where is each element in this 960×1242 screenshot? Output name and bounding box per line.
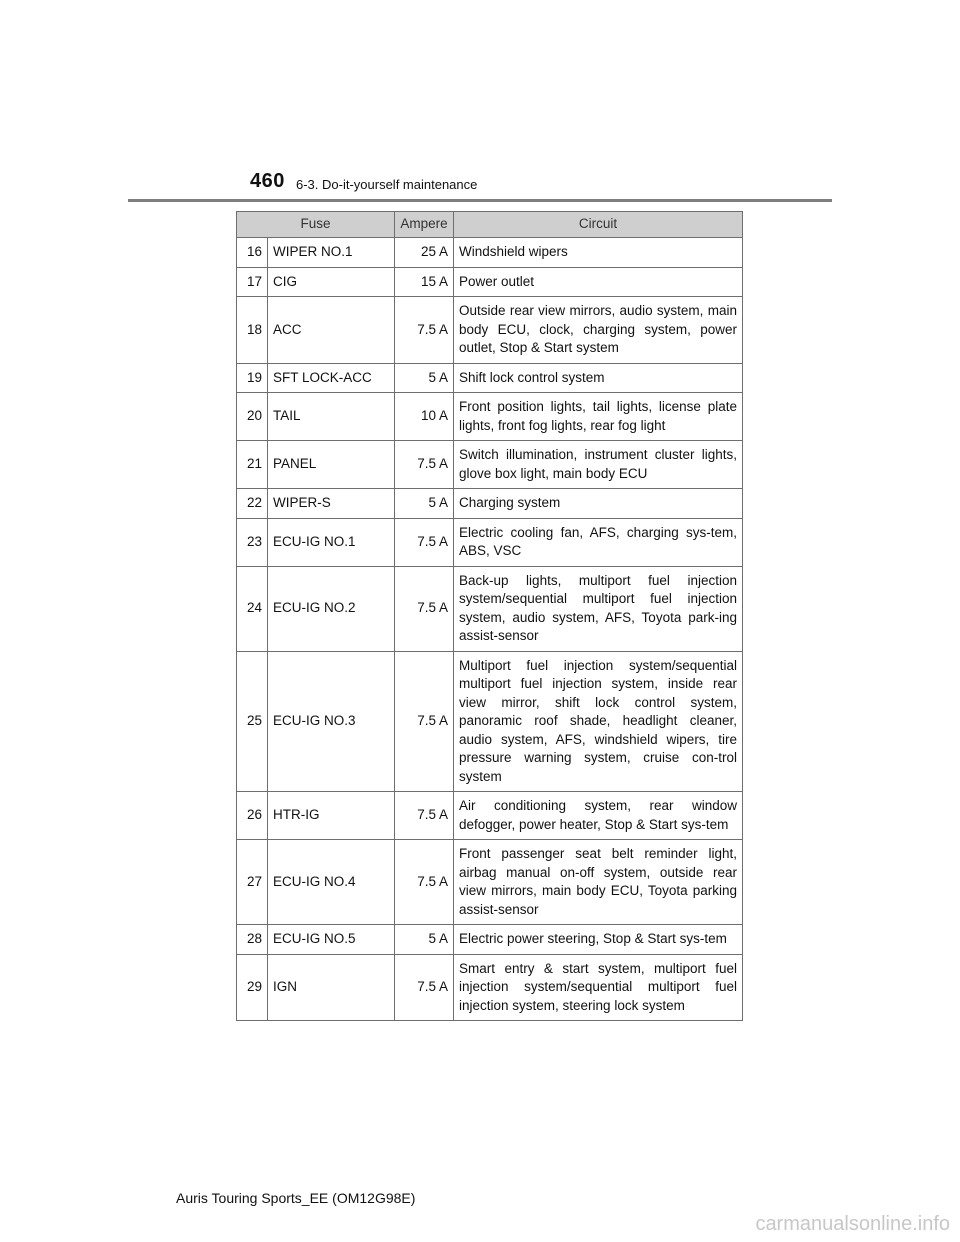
fuse-number-cell: 25 [237, 651, 268, 792]
fuse-name-cell: WIPER NO.1 [268, 238, 395, 268]
table-row [237, 651, 743, 792]
ampere-cell: 5 A [395, 489, 454, 519]
circuit-cell: Windshield wipers [454, 238, 743, 268]
circuit-cell: Smart entry & start system, multiport fuel injection system/sequential multiport fuel injection system, steering lock system [454, 954, 743, 1021]
circuit-cell: Power outlet [454, 267, 743, 297]
fuse-number-cell: 28 [237, 925, 268, 955]
fuse-name-cell: PANEL [268, 441, 395, 489]
circuit-cell: Outside rear view mirrors, audio system, main body ECU, clock, charging system, power outlet, Stop & Start system [454, 297, 743, 364]
fuse-number-cell: 21 [237, 441, 268, 489]
ampere-cell: 7.5 A [395, 651, 454, 792]
header-divider [128, 199, 832, 202]
column-header-ampere: Ampere [395, 212, 454, 238]
fuse-number-cell: 20 [237, 393, 268, 441]
ampere-cell: 7.5 A [395, 840, 454, 925]
ampere-cell: 25 A [395, 238, 454, 268]
table-row [237, 925, 743, 955]
fuse-number-cell: 27 [237, 840, 268, 925]
table-row [237, 238, 743, 268]
section-title: 6-3. Do-it-yourself maintenance [296, 177, 478, 192]
fuse-name-cell: ECU-IG NO.5 [268, 925, 395, 955]
circuit-cell: Multiport fuel injection system/sequential multiport fuel injection system, inside rear view mirror, shift lock control system, panoramic roof shade, headlight cleaner, audio system, AFS, windshield wipers, tire pressure warning system, cruise con-trol system [454, 651, 743, 792]
fuse-name-cell: HTR-IG [268, 792, 395, 840]
table-row [237, 518, 743, 566]
fuse-table [236, 211, 743, 1021]
fuse-name-cell: IGN [268, 954, 395, 1021]
fuse-number-cell: 29 [237, 954, 268, 1021]
circuit-cell: Back-up lights, multiport fuel injection system/sequential multiport fuel injection system, audio system, AFS, Toyota park-ing assist-sensor [454, 566, 743, 651]
watermark: carmanualsonline.info [755, 1213, 950, 1235]
column-header-fuse: Fuse [237, 212, 395, 238]
fuse-name-cell: CIG [268, 267, 395, 297]
fuse-number-cell: 16 [237, 238, 268, 268]
ampere-cell: 10 A [395, 393, 454, 441]
ampere-cell: 15 A [395, 267, 454, 297]
table-row [237, 489, 743, 519]
circuit-cell: Front position lights, tail lights, license plate lights, front fog lights, rear fog light [454, 393, 743, 441]
ampere-cell: 7.5 A [395, 441, 454, 489]
ampere-cell: 7.5 A [395, 954, 454, 1021]
fuse-number-cell: 23 [237, 518, 268, 566]
fuse-name-cell: ECU-IG NO.4 [268, 840, 395, 925]
circuit-cell: Switch illumination, instrument cluster lights, glove box light, main body ECU [454, 441, 743, 489]
ampere-cell: 7.5 A [395, 792, 454, 840]
circuit-cell: Front passenger seat belt reminder light, airbag manual on-off system, outside rear view mirrors, main body ECU, Toyota parking assist-sensor [454, 840, 743, 925]
table-row [237, 840, 743, 925]
table-row [237, 792, 743, 840]
ampere-cell: 7.5 A [395, 297, 454, 364]
circuit-cell: Electric cooling fan, AFS, charging sys-tem, ABS, VSC [454, 518, 743, 566]
ampere-cell: 7.5 A [395, 566, 454, 651]
ampere-cell: 5 A [395, 925, 454, 955]
circuit-cell: Air conditioning system, rear window defogger, power heater, Stop & Start sys-tem [454, 792, 743, 840]
table-row [237, 441, 743, 489]
fuse-name-cell: ECU-IG NO.2 [268, 566, 395, 651]
fuse-name-cell: TAIL [268, 393, 395, 441]
fuse-number-cell: 19 [237, 363, 268, 393]
circuit-cell: Charging system [454, 489, 743, 519]
table-header-row [237, 212, 743, 238]
table-row [237, 954, 743, 1021]
page-number: 460 [250, 170, 285, 192]
table-row [237, 297, 743, 364]
table-row [237, 363, 743, 393]
fuse-number-cell: 17 [237, 267, 268, 297]
fuse-number-cell: 18 [237, 297, 268, 364]
fuse-name-cell: SFT LOCK-ACC [268, 363, 395, 393]
fuse-name-cell: ACC [268, 297, 395, 364]
table-row [237, 393, 743, 441]
fuse-name-cell: ECU-IG NO.1 [268, 518, 395, 566]
table-row [237, 267, 743, 297]
circuit-cell: Electric power steering, Stop & Start sys-tem [454, 925, 743, 955]
column-header-circuit: Circuit [454, 212, 743, 238]
fuse-name-cell: ECU-IG NO.3 [268, 651, 395, 792]
table-body [237, 238, 743, 1021]
ampere-cell: 7.5 A [395, 518, 454, 566]
circuit-cell: Shift lock control system [454, 363, 743, 393]
fuse-number-cell: 24 [237, 566, 268, 651]
table-row [237, 566, 743, 651]
fuse-number-cell: 26 [237, 792, 268, 840]
ampere-cell: 5 A [395, 363, 454, 393]
footer-model: Auris Touring Sports_EE (OM12G98E) [176, 1190, 416, 1206]
fuse-name-cell: WIPER-S [268, 489, 395, 519]
fuse-number-cell: 22 [237, 489, 268, 519]
